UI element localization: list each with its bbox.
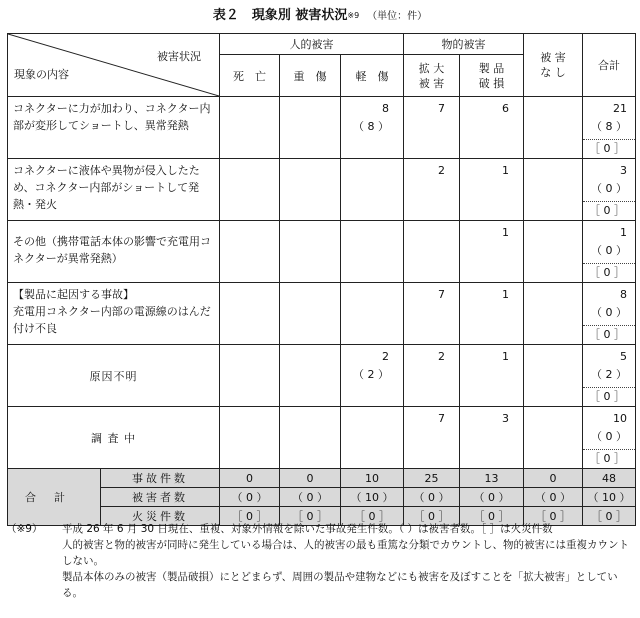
total-accidents-spread: 25 bbox=[404, 469, 460, 488]
totals-label-cell bbox=[8, 469, 220, 526]
header-no-damage bbox=[524, 34, 583, 97]
product-count: 1 bbox=[502, 226, 509, 239]
totals-label: 合計 bbox=[8, 469, 101, 525]
total-fires-none: ［ 0 ］ bbox=[524, 507, 583, 526]
total-fires-death: ［ 0 ］ bbox=[220, 507, 280, 526]
cell-total bbox=[583, 221, 636, 283]
table-row bbox=[8, 159, 636, 221]
cell-death bbox=[220, 283, 280, 345]
cell-serious bbox=[280, 221, 341, 283]
header-product-label: 製 品 破 損 bbox=[478, 61, 505, 90]
header-spread-label: 拡 大 被 害 bbox=[418, 61, 445, 90]
cell-spread bbox=[404, 345, 460, 407]
total-victims: （ 0 ） bbox=[591, 430, 627, 443]
header-total: 合計 bbox=[583, 34, 636, 97]
footnote-mark: （※9） bbox=[6, 523, 43, 535]
row-description: 原因不明 bbox=[8, 345, 220, 407]
header-spread-damage bbox=[404, 55, 460, 97]
table-row bbox=[8, 283, 636, 345]
total-victims: （ 0 ） bbox=[591, 182, 627, 195]
minor-count: 2 bbox=[382, 350, 389, 363]
spread-count: 7 bbox=[438, 288, 445, 301]
cell-product bbox=[460, 407, 524, 469]
cell-none bbox=[524, 283, 583, 345]
cell-total bbox=[583, 345, 636, 407]
header-product-damage bbox=[460, 55, 524, 97]
cell-total bbox=[583, 283, 636, 345]
product-count: 1 bbox=[502, 164, 509, 177]
spread-count: 2 bbox=[438, 164, 445, 177]
table-row bbox=[8, 345, 636, 407]
total-count: 21 bbox=[613, 102, 627, 115]
total-fires: ［ 0 ］ bbox=[583, 263, 635, 282]
total-fires: ［ 0 ］ bbox=[583, 201, 635, 220]
minor-victims: （ 8 ） bbox=[353, 120, 389, 133]
total-victims-death: （ 0 ） bbox=[220, 488, 280, 507]
cell-minor bbox=[341, 283, 404, 345]
cell-none bbox=[524, 159, 583, 221]
header-no-damage-label: 被 害 な し bbox=[540, 51, 566, 79]
cell-spread bbox=[404, 283, 460, 345]
cell-spread bbox=[404, 221, 460, 283]
totals-row-label: 事故件数 bbox=[101, 469, 220, 488]
cell-death bbox=[220, 97, 280, 159]
table-row bbox=[8, 407, 636, 469]
cell-minor bbox=[341, 97, 404, 159]
total-victims-spread: （ 0 ） bbox=[404, 488, 460, 507]
row-description: コネクターに力が加わり、コネクター内部が変形してショートし、異常発熱 bbox=[8, 97, 220, 159]
header-serious-injury: 重 傷 bbox=[280, 55, 341, 97]
row-description: 調 査 中 bbox=[8, 407, 220, 469]
total-victims-serious: （ 0 ） bbox=[280, 488, 341, 507]
cell-none bbox=[524, 407, 583, 469]
total-count: 3 bbox=[620, 164, 627, 177]
total-victims: （ 8 ） bbox=[591, 120, 627, 133]
minor-victims: （ 2 ） bbox=[353, 368, 389, 381]
cell-product bbox=[460, 221, 524, 283]
title-unit: （単位：件） bbox=[367, 11, 428, 22]
cell-spread bbox=[404, 97, 460, 159]
corner-diagonal-line bbox=[8, 34, 219, 96]
corner-top-label: 被害状況 bbox=[157, 50, 201, 63]
header-death: 死 亡 bbox=[220, 55, 280, 97]
cell-total bbox=[583, 407, 636, 469]
cell-minor bbox=[341, 159, 404, 221]
cell-minor bbox=[341, 221, 404, 283]
title-note-ref: ※9 bbox=[347, 11, 360, 20]
header-corner bbox=[8, 34, 220, 97]
footnote-paragraph: 平成 26 年 6 月 30 日現在、重複、対象外情報を除いた事故発生件数。（ ）は被害者数。［ ］は火災件数 bbox=[62, 523, 553, 535]
cell-product bbox=[460, 283, 524, 345]
cell-product bbox=[460, 345, 524, 407]
total-fires-product: ［ 0 ］ bbox=[460, 507, 524, 526]
total-count: 8 bbox=[620, 288, 627, 301]
total-accidents-all: 48 bbox=[583, 469, 636, 488]
total-count: 5 bbox=[620, 350, 627, 363]
total-victims-product: （ 0 ） bbox=[460, 488, 524, 507]
total-count: 10 bbox=[613, 412, 627, 425]
totals-row-accidents bbox=[8, 469, 636, 488]
total-victims: （ 0 ） bbox=[591, 244, 627, 257]
total-fires-spread: ［ 0 ］ bbox=[404, 507, 460, 526]
header-property-damage: 物的被害 bbox=[404, 34, 524, 55]
spread-count: 2 bbox=[438, 350, 445, 363]
cell-total bbox=[583, 159, 636, 221]
damage-table bbox=[7, 33, 636, 526]
cell-none bbox=[524, 97, 583, 159]
cell-none bbox=[524, 345, 583, 407]
header-human-damage: 人的被害 bbox=[220, 34, 404, 55]
corner-bottom-label: 現象の内容 bbox=[14, 68, 69, 81]
total-victims-all: （ 10 ） bbox=[583, 488, 636, 507]
product-count: 1 bbox=[502, 288, 509, 301]
cell-product bbox=[460, 97, 524, 159]
total-count: 1 bbox=[620, 226, 627, 239]
total-fires: ［ 0 ］ bbox=[583, 325, 635, 344]
total-fires-all: ［ 0 ］ bbox=[583, 507, 636, 526]
total-victims: （ 2 ） bbox=[591, 368, 627, 381]
cell-product bbox=[460, 159, 524, 221]
row-description: その他（携帯電話本体の影響で充電用コネクターが異常発熱） bbox=[8, 221, 220, 283]
cell-serious bbox=[280, 97, 341, 159]
cell-death bbox=[220, 407, 280, 469]
footnote-paragraph: 人的被害と物的被害が同時に発生している場合は、人的被害の最も重篤な分類でカウントし、物的被害には重複カウントしない。 bbox=[62, 539, 629, 567]
cell-minor bbox=[341, 345, 404, 407]
cell-minor bbox=[341, 407, 404, 469]
cell-serious bbox=[280, 159, 341, 221]
cell-spread bbox=[404, 159, 460, 221]
header-row-1 bbox=[8, 34, 636, 55]
cell-serious bbox=[280, 283, 341, 345]
total-fires-serious: ［ 0 ］ bbox=[280, 507, 341, 526]
cell-death bbox=[220, 159, 280, 221]
total-accidents-serious: 0 bbox=[280, 469, 341, 488]
totals-row-label: 被害者数 bbox=[101, 488, 220, 507]
total-accidents-none: 0 bbox=[524, 469, 583, 488]
cell-death bbox=[220, 345, 280, 407]
cell-none bbox=[524, 221, 583, 283]
title-text: 表２ 現象別 被害状況 bbox=[212, 8, 348, 23]
table-row bbox=[8, 97, 636, 159]
total-fires-minor: ［ 0 ］ bbox=[341, 507, 404, 526]
total-victims: （ 0 ） bbox=[591, 306, 627, 319]
minor-count: 8 bbox=[382, 102, 389, 115]
cell-death bbox=[220, 221, 280, 283]
cell-serious bbox=[280, 407, 341, 469]
table-row bbox=[8, 221, 636, 283]
footnote-body bbox=[62, 521, 636, 601]
row-description: コネクターに液体や異物が侵入したため、コネクター内部がショートして発熱・発火 bbox=[8, 159, 220, 221]
spread-count: 7 bbox=[438, 412, 445, 425]
total-fires: ［ 0 ］ bbox=[583, 449, 635, 468]
totals-row-label: 火災件数 bbox=[101, 507, 220, 526]
header-minor-injury: 軽 傷 bbox=[341, 55, 404, 97]
table-title bbox=[0, 8, 640, 25]
cell-total bbox=[583, 97, 636, 159]
total-victims-minor: （ 10 ） bbox=[341, 488, 404, 507]
footnote-paragraph: 製品本体のみの被害（製品破損）にとどまらず、周囲の製品や建物などにも被害を及ぼすことを「拡大被害」としている。 bbox=[62, 571, 618, 599]
cell-spread bbox=[404, 407, 460, 469]
total-accidents-minor: 10 bbox=[341, 469, 404, 488]
total-fires: ［ 0 ］ bbox=[583, 387, 635, 406]
total-victims-none: （ 0 ） bbox=[524, 488, 583, 507]
product-count: 6 bbox=[502, 102, 509, 115]
cell-serious bbox=[280, 345, 341, 407]
totals-label-grid bbox=[8, 469, 219, 525]
total-fires: ［ 0 ］ bbox=[583, 139, 635, 158]
total-accidents-product: 13 bbox=[460, 469, 524, 488]
row-description: 【製品に起因する事故】 充電用コネクター内部の電源線のはんだ付け不良 bbox=[8, 283, 220, 345]
product-count: 1 bbox=[502, 350, 509, 363]
spread-count: 7 bbox=[438, 102, 445, 115]
product-count: 3 bbox=[502, 412, 509, 425]
total-accidents-death: 0 bbox=[220, 469, 280, 488]
